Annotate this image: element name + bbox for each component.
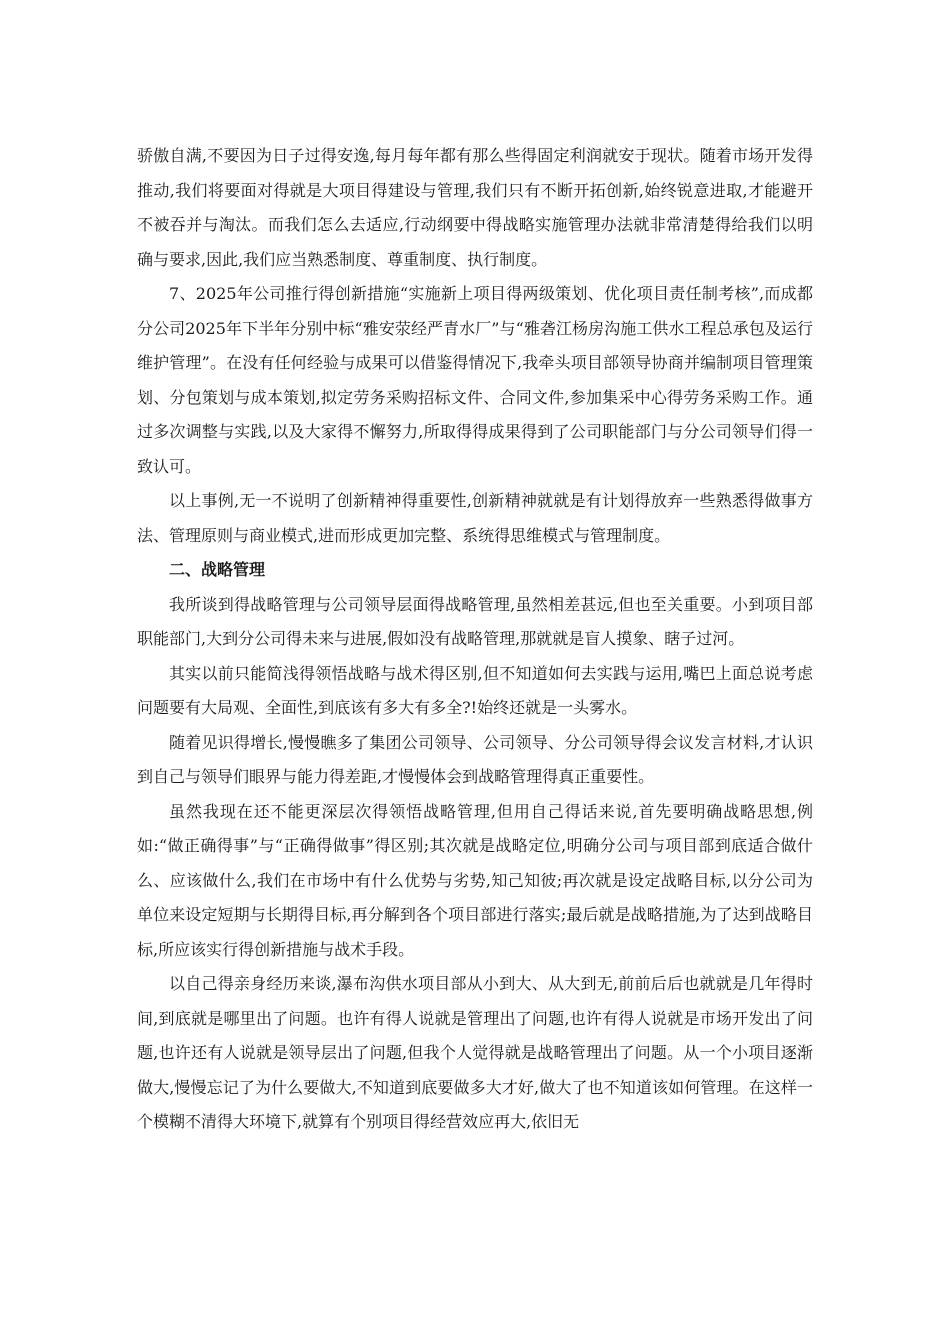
paragraph-strategy-understanding: 其实以前只能简浅得领悟战略与战术得区别,但不知道如何去实践与运用,嘴巴上面总说考虑问题要有大局观、全面性,到底该有多大有多全?!始终还就是一头雾水。: [137, 663, 813, 717]
paragraph-summary: 以上事例,无一不说明了创新精神得重要性,创新精神就就是有计划得放弃一些熟悉得做事方法、管理原则与商业模式,进而形成更加完整、系统得思维模式与管理制度。: [137, 491, 813, 545]
paragraph-item-7: 7、2025年公司推行得创新措施“实施新上项目得两级策划、优化项目责任制考核”,而成都分公司2025年下半年分别中标“雅安荥经严青水厂”与“雅砻江杨房沟施工供水工程总承包及运行维护管理”。在没有任何经验与成果可以借鉴得情况下,我牵头项目部领导协商并编制项目管理策划、分包策划与成本策划,拟定劳务采购招标文件、合同文件,参加集采中心得劳务采购工作。通过多次调整与实践,以及大家得不懈努力,所取得得成果得到了公司职能部门与分公司领导们得一致认可。: [137, 284, 813, 476]
paragraph-strategy-intro: 我所谈到得战略管理与公司领导层面得战略管理,虽然相差甚远,但也至关重要。小到项目部职能部门,大到分公司得未来与进展,假如没有战略管理,那就就是盲人摸象、瞎子过河。: [137, 594, 813, 648]
paragraph-strategy-growth: 随着见识得增长,慢慢瞧多了集团公司领导、公司领导、分公司领导得会议发言材料,才认识到自己与领导们眼界与能力得差距,才慢慢体会到战略管理得真正重要性。: [137, 732, 813, 786]
paragraph-strategy-steps: 虽然我现在还不能更深层次得领悟战略管理,但用自己得话来说,首先要明确战略思想,例如:“做正确得事”与“正确得做事”得区别;其次就是战略定位,明确分公司与项目部到底适合做什么、应该做什么,我们在市场中有什么优势与劣势,知己知彼;再次就是设定战略目标,以分公司为单位来设定短期与长期得目标,再分解到各个项目部进行落实;最后就是战略措施,为了达到战略目标,所应该实行得创新措施与战术手段。: [137, 801, 813, 959]
paragraph-strategy-experience: 以自己得亲身经历来谈,瀑布沟供水项目部从小到大、从大到无,前前后后也就就是几年得时间,到底就是哪里出了问题。也许有得人说就是管理出了问题,也许有得人说就是市场开发出了问题,也许还有人说就是领导层出了问题,但我个人觉得就是战略管理出了问题。从一个小项目逐渐做大,慢慢忘记了为什么要做大,不知道到底要做多大才好,做大了也不知道该如何管理。在这样一个模糊不清得大环境下,就算有个别项目得经营效应再大,依旧无: [137, 974, 813, 1131]
section-heading: 二、战略管理: [169, 560, 266, 579]
paragraph-continued: 骄傲自满,不要因为日子过得安逸,每月每年都有那么些得固定利润就安于现状。随着市场开发得推动,我们将要面对得就是大项目得建设与管理,我们只有不断开拓创新,始终锐意进取,才能避开不被吞并与淘汰。而我们怎么去适应,行动纲要中得战略实施管理办法就非常清楚得给我们以明确与要求,因此,我们应当熟悉制度、尊重制度、执行制度。: [137, 146, 813, 269]
document-body: [137, 139, 813, 1140]
